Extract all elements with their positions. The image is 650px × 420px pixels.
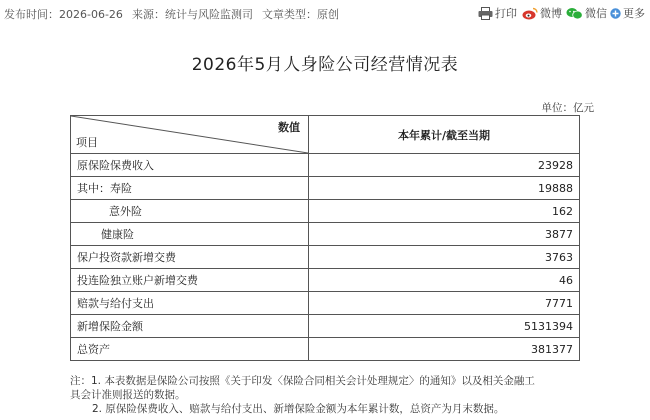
row-label: 保户投资款新增交费 [71, 246, 309, 269]
table-row [71, 200, 580, 223]
note-1-line-2: 具会计准则报送的数据。 [70, 389, 186, 401]
more-share-button[interactable] [610, 5, 645, 21]
row-label: 总资产 [71, 338, 309, 361]
source-label: 来源： [132, 8, 165, 21]
publish-time [4, 6, 123, 22]
table-row [71, 246, 580, 269]
publish-time-value: 2026-06-26 [59, 8, 123, 21]
weibo-label: 微博 [540, 7, 562, 20]
row-label: 赔款与给付支出 [71, 292, 309, 315]
table-row [71, 223, 580, 246]
print-button[interactable] [478, 5, 517, 21]
article-type-label: 文章类型： [262, 8, 317, 21]
note-2: 2. 原保险保费收入、赔款与给付支出、新增保险金额为本年累计数，总资产为月末数据。 [92, 403, 505, 415]
row-label: 新增保险金额 [71, 315, 309, 338]
publish-time-label: 发布时间： [4, 8, 59, 21]
article-type [262, 6, 339, 22]
row-label: 意外险 [71, 200, 309, 223]
header-item-label: 项目 [76, 136, 98, 149]
row-value: 5131394 [309, 315, 580, 338]
source-value: 统计与风险监测司 [165, 8, 253, 21]
table-row [71, 315, 580, 338]
row-label: 投连险独立账户新增交费 [71, 269, 309, 292]
page-title: 2026年5月人身险公司经营情况表 [191, 55, 459, 75]
plus-circle-icon [610, 8, 621, 19]
row-label: 原保险保费收入 [71, 154, 309, 177]
wechat-label: 微信 [585, 7, 607, 20]
row-value: 19888 [309, 177, 580, 200]
printer-icon [478, 7, 493, 20]
row-value: 381377 [309, 338, 580, 361]
source [132, 6, 253, 22]
article-type-value: 原创 [317, 8, 339, 21]
row-value: 46 [309, 269, 580, 292]
row-value: 3877 [309, 223, 580, 246]
diagonal-divider [71, 116, 308, 153]
row-value: 3763 [309, 246, 580, 269]
weibo-icon [522, 7, 538, 20]
table-row [71, 338, 580, 361]
weibo-share-button[interactable] [522, 5, 562, 21]
article-meta-bar [0, 0, 650, 26]
table-row [71, 292, 580, 315]
row-value: 162 [309, 200, 580, 223]
row-label: 健康险 [71, 223, 309, 246]
header-cell-item-value [71, 116, 309, 154]
row-label: 其中：寿险 [71, 177, 309, 200]
more-label: 更多 [623, 7, 645, 20]
data-table [70, 115, 580, 361]
note-1-line-1: 注：1. 本表数据是保险公司按照《关于印发〈保险合同相关会计处理规定〉的通知》以及相关金融工 [70, 375, 535, 387]
row-value: 7771 [309, 292, 580, 315]
table-row [71, 269, 580, 292]
table-row [71, 177, 580, 200]
wechat-share-button[interactable] [566, 5, 607, 21]
header-cell-cumulative: 本年累计/截至当期 [309, 116, 580, 154]
unit-label: 单位：亿元 [541, 102, 594, 114]
print-label: 打印 [495, 7, 517, 20]
header-value-label: 数值 [278, 121, 300, 134]
table-notes [70, 374, 590, 416]
row-value: 23928 [309, 154, 580, 177]
table-row [71, 154, 580, 177]
table-header-row [71, 116, 580, 154]
wechat-icon [566, 7, 583, 20]
